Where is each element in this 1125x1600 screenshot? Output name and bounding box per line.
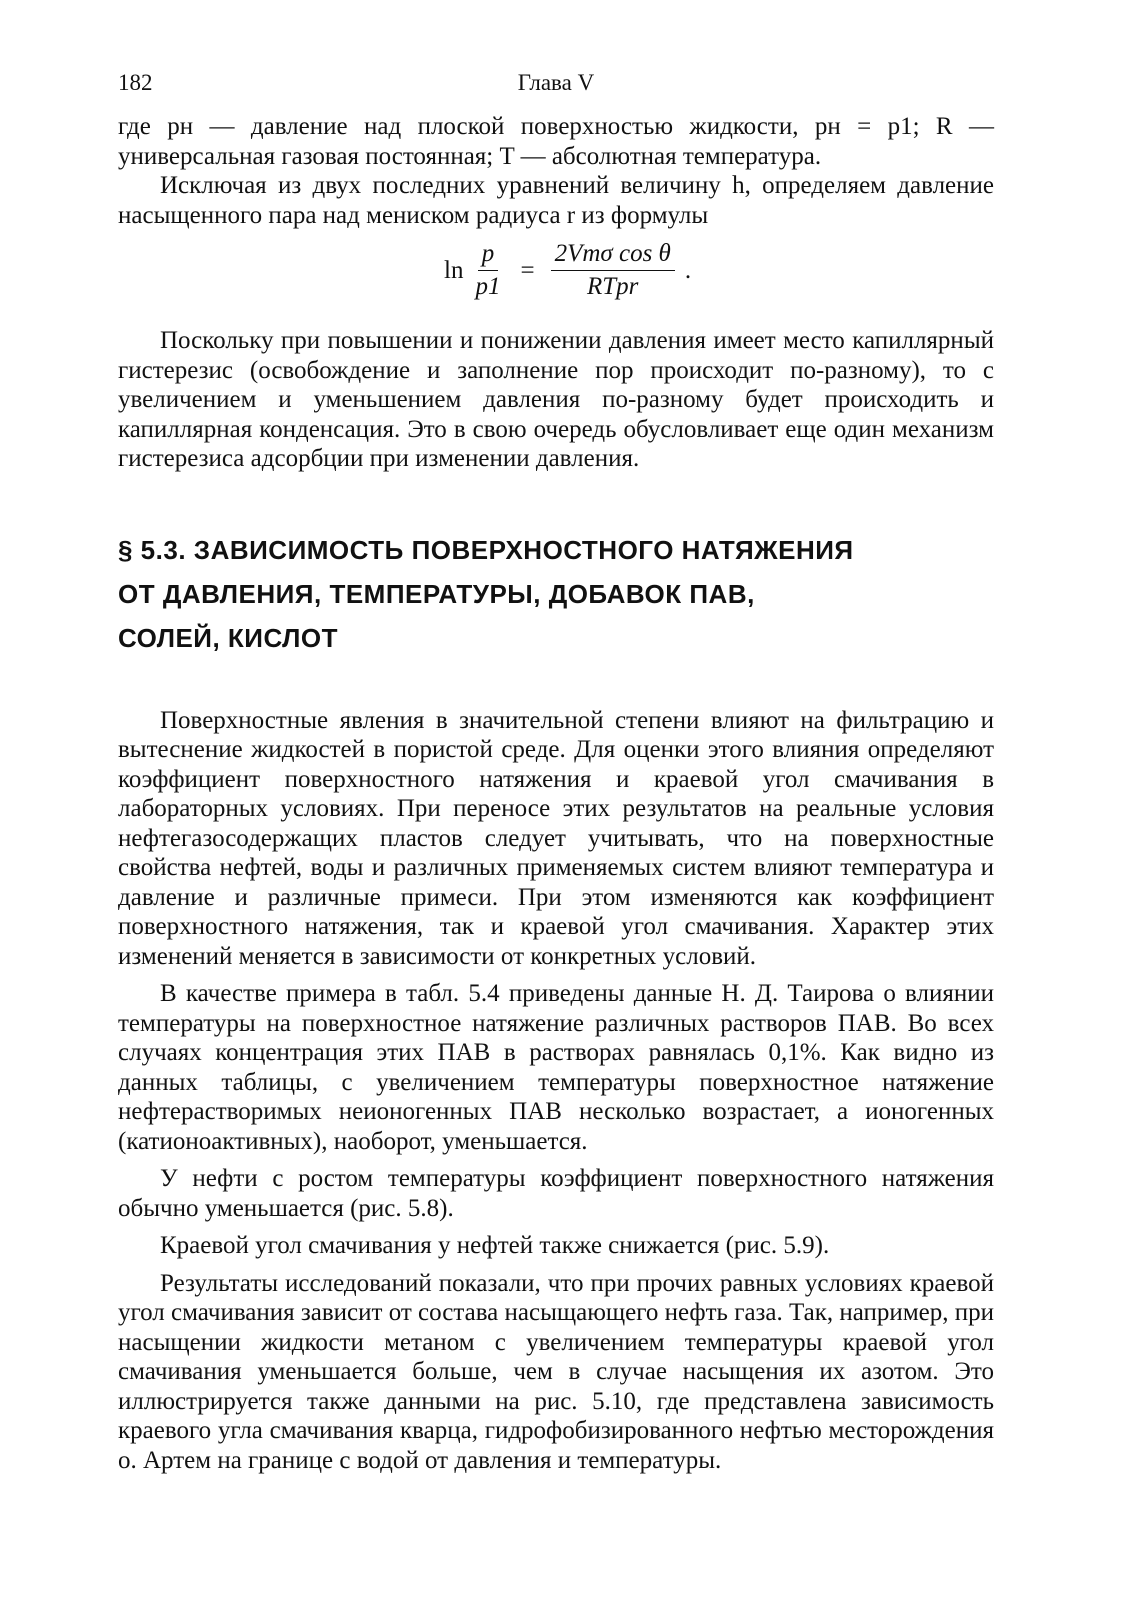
paragraph-formula-intro: Исключая из двух последних уравнений величину h, определяем давление насыщенного пара над мениском радиуса r из формулы xyxy=(118,172,994,229)
paragraph-research-results: Результаты исследований показали, что при прочих равных условиях краевой угол смачивания зависит от состава насыщающего нефть газа. Так, например, при насыщении жидкости метаном с увеличением температуры краевой угол смачивания уменьшается больше, чем в случае насыщения их азотом. Это иллюстрируется также данными на рис. 5.10, где представлена зависимость краевого угла смачивания кварца, гидрофобизированного нефтью месторождения о. Артем на границе с водой от давления и температуры. xyxy=(118,1269,994,1474)
formula-equals: = xyxy=(520,256,535,284)
running-header xyxy=(118,60,994,112)
paragraph-surface-phenomena: Поверхностные явления в значительной степени влияют на фильтрацию и вытеснение жидкостей в пористой среде. Для оценки этого влияния определяют коэффициент поверхностного натяжения и краевой угол смачивания в лабораторных условиях. При переносе этих результатов на реальные условия нефтегазосодержащих пластов следует учитывать, что на поверхностные свойства нефтей, воды и различных применяемых систем влияют температура и давление и различные примеси. При этом изменяются как коэффициент поверхностного натяжения, так и краевой угол смачивания. Характер этих изменений меняется в зависимости от конкретных условий. xyxy=(118,706,994,970)
chapter-title: Глава V xyxy=(517,70,595,95)
paragraph-table-example: В качестве примера в табл. 5.4 приведены данные Н. Д. Таирова о влиянии температуры на поверхностное натяжение различных растворов ПАВ. Во всех случаях концентрация этих ПАВ в растворах равнялась 0,1%. Как видно из данных таблицы, с увеличением температуры поверхностное натяжение нефтерастворимых неионогенных ПАВ несколько возрастает, а ионогенных (катионоактивных), наоборот, уменьшается. xyxy=(118,980,994,1155)
section-heading-line-1: § 5.3. ЗАВИСИМОСТЬ ПОВЕРХНОСТНОГО НАТЯЖЕНИЯ xyxy=(118,534,854,565)
paragraph-hysteresis: Поскольку при повышении и понижении давления имеет место капиллярный гистерезис (освобождение и заполнение пор происходит по-разному), то с увеличением и уменьшением давления по-разному будет происходить и капиллярная конденсация. Это в свою очередь обусловливает еще один механизм гистерезиса адсорбции при изменении давления. xyxy=(118,327,994,472)
formula-rhs-denominator: RTpr xyxy=(586,273,639,300)
section-heading-line-2: ОТ ДАВЛЕНИЯ, ТЕМПЕРАТУРЫ, ДОБАВОК ПАВ, xyxy=(118,578,755,609)
formula-ln: ln xyxy=(444,256,464,284)
kelvin-formula xyxy=(118,230,994,326)
formula-lhs-denominator: p1 xyxy=(475,273,501,300)
section-heading-line-3: СОЛЕЙ, КИСЛОТ xyxy=(118,622,338,653)
paragraph-oil-temperature: У нефти с ростом температуры коэффициент поверхностного натяжения обычно уменьшается (рис. 5.8). xyxy=(118,1165,994,1222)
paragraph-definitions: где pн — давление над плоской поверхностью жидкости, pн = p1; R — универсальная газовая постоянная; T — абсолютная температура. xyxy=(118,113,994,170)
formula-end: . xyxy=(684,256,692,284)
formula-rhs-fraction xyxy=(551,240,675,301)
formula-lhs-fraction xyxy=(471,240,504,301)
formula-rhs-numerator: 2Vmσ cos θ xyxy=(551,240,675,271)
formula-lhs-numerator: p xyxy=(478,240,499,271)
document-page xyxy=(118,60,994,1475)
section-heading xyxy=(118,528,994,660)
page-number: 182 xyxy=(118,70,153,95)
paragraph-contact-angle: Краевой угол смачивания у нефтей также снижается (рис. 5.9). xyxy=(160,1232,830,1259)
